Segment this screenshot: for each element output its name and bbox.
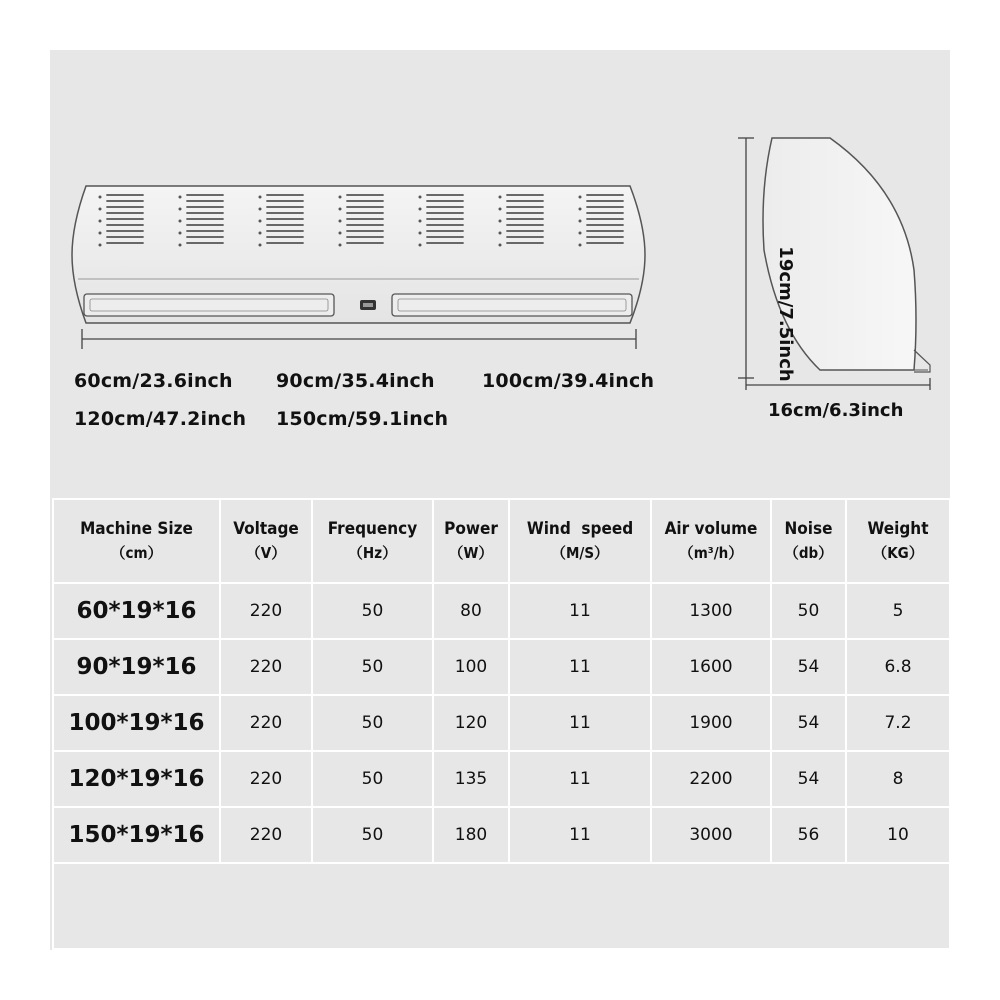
header-weight: Weight （KG） <box>846 499 950 583</box>
cell-noise: 54 <box>771 639 846 695</box>
table-row <box>53 807 950 863</box>
header-air-volume: Air volume （m³/h） <box>651 499 771 583</box>
cell-weight: 8 <box>846 751 950 807</box>
side-view-drawing <box>738 130 938 390</box>
cell-size: 150*19*16 <box>53 807 220 863</box>
cell-power: 80 <box>433 583 509 639</box>
cell-wind-speed: 11 <box>509 695 651 751</box>
length-label-100: 100cm/39.4inch <box>482 370 655 392</box>
cell-air-volume: 1300 <box>651 583 771 639</box>
length-dimension-line <box>82 329 636 349</box>
cell-power: 100 <box>433 639 509 695</box>
cell-size: 60*19*16 <box>53 583 220 639</box>
depth-label: 16cm/6.3inch <box>768 400 904 421</box>
cell-voltage: 220 <box>220 583 312 639</box>
cell-noise: 56 <box>771 807 846 863</box>
header-power: Power （W） <box>433 499 509 583</box>
table-header-row <box>53 499 950 583</box>
table-row <box>53 639 950 695</box>
cell-voltage: 220 <box>220 807 312 863</box>
cell-noise: 50 <box>771 583 846 639</box>
cell-noise: 54 <box>771 751 846 807</box>
cell-power: 180 <box>433 807 509 863</box>
cell-size: 120*19*16 <box>53 751 220 807</box>
cell-frequency: 50 <box>312 807 433 863</box>
header-noise: Noise （db） <box>771 499 846 583</box>
cell-air-volume: 3000 <box>651 807 771 863</box>
outlet-left <box>84 294 334 316</box>
table-row <box>53 583 950 639</box>
cell-power: 135 <box>433 751 509 807</box>
empty-cell <box>53 863 950 949</box>
table-row <box>53 695 950 751</box>
cell-power: 120 <box>433 695 509 751</box>
table-empty-row <box>53 863 950 949</box>
cell-air-volume: 1900 <box>651 695 771 751</box>
length-label-60: 60cm/23.6inch <box>74 370 233 392</box>
cell-frequency: 50 <box>312 639 433 695</box>
length-label-90: 90cm/35.4inch <box>276 370 435 392</box>
cell-noise: 54 <box>771 695 846 751</box>
cell-air-volume: 2200 <box>651 751 771 807</box>
height-label: 19cm/7.5inch <box>775 246 796 382</box>
cell-frequency: 50 <box>312 583 433 639</box>
cell-weight: 10 <box>846 807 950 863</box>
header-machine-size: Machine Size （cm） <box>53 499 220 583</box>
cell-wind-speed: 11 <box>509 639 651 695</box>
cell-wind-speed: 11 <box>509 583 651 639</box>
table-row <box>53 751 950 807</box>
cell-size: 90*19*16 <box>53 639 220 695</box>
outlet-right <box>392 294 632 316</box>
header-frequency: Frequency （Hz） <box>312 499 433 583</box>
cell-voltage: 220 <box>220 639 312 695</box>
height-dimension-line <box>738 138 754 378</box>
cell-frequency: 50 <box>312 751 433 807</box>
cell-voltage: 220 <box>220 695 312 751</box>
cell-air-volume: 1600 <box>651 639 771 695</box>
cell-size: 100*19*16 <box>53 695 220 751</box>
length-label-150: 150cm/59.1inch <box>276 408 449 430</box>
header-wind-speed: Wind speed （M/S） <box>509 499 651 583</box>
spec-panel <box>50 50 950 950</box>
cell-weight: 7.2 <box>846 695 950 751</box>
spec-table <box>52 498 951 950</box>
length-label-120: 120cm/47.2inch <box>74 408 247 430</box>
header-voltage: Voltage （V） <box>220 499 312 583</box>
cell-wind-speed: 11 <box>509 751 651 807</box>
front-view-drawing <box>70 175 670 395</box>
cell-wind-speed: 11 <box>509 807 651 863</box>
cell-weight: 6.8 <box>846 639 950 695</box>
cell-frequency: 50 <box>312 695 433 751</box>
cell-weight: 5 <box>846 583 950 639</box>
cell-voltage: 220 <box>220 751 312 807</box>
